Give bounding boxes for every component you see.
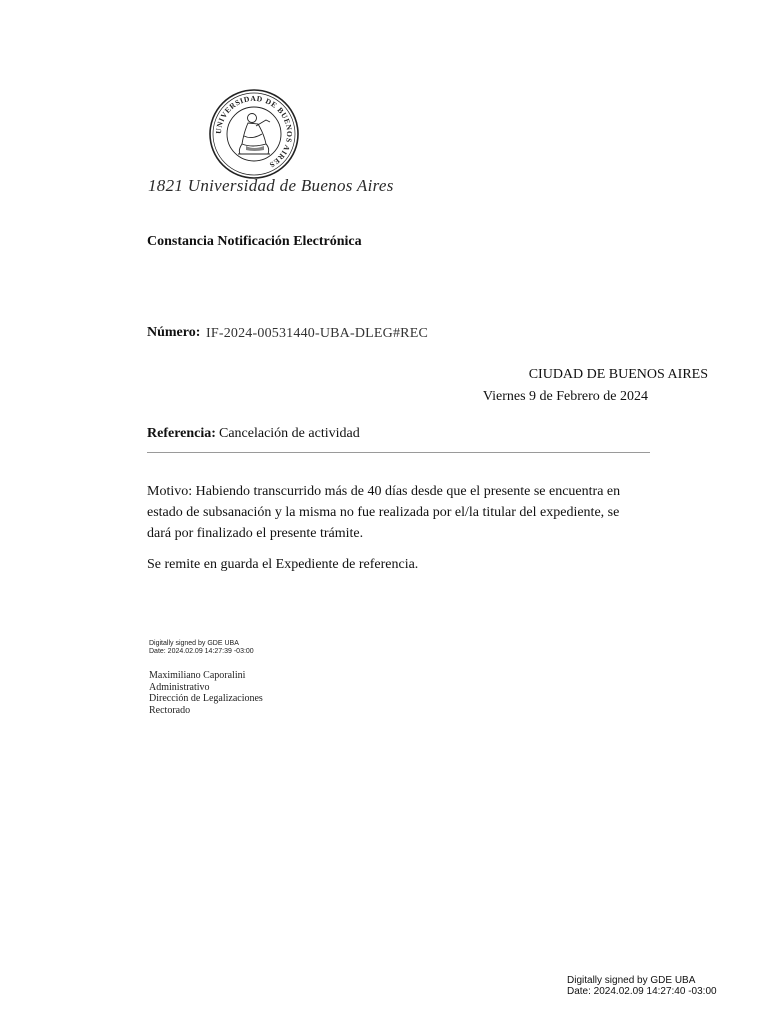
referencia-label: Referencia: <box>147 426 216 441</box>
referencia-divider <box>147 452 650 453</box>
numero-value: IF-2024-00531440-UBA-DLEG#REC <box>206 326 429 341</box>
footer-digital-signature <box>567 976 717 997</box>
signature-signed-by: Digitally signed by GDE UBA <box>149 640 239 647</box>
signer-department: Dirección de Legalizaciones <box>149 693 263 704</box>
uba-seal-logo <box>208 88 300 180</box>
document-date: Viernes 9 de Febrero de 2024 <box>482 389 648 404</box>
digital-signature-stamp <box>149 640 254 655</box>
referencia-value: Cancelación de actividad <box>219 426 360 441</box>
remite-paragraph: Se remite en guarda el Expediente de referencia. <box>147 557 419 572</box>
motivo-paragraph: Motivo: Habiendo transcurrido más de 40 días desde que el presente se encuentra en estado de subsanación y la misma no fue realizada por el/la titular del expediente, se dará por finalizado el presente trámite. <box>147 484 621 541</box>
numero-label: Número: <box>147 325 201 340</box>
seal-text: UNIVERSIDAD DE BUENOS AIRES <box>213 93 295 170</box>
footer-signature-date: Date: 2024.02.09 14:27:40 -03:00 <box>567 985 717 997</box>
signer-office: Rectorado <box>149 704 191 716</box>
signer-role: Administrativo <box>149 681 210 693</box>
uba-wordmark-logo: 1821 Universidad de Buenos Aires <box>148 176 394 195</box>
signer-name: Maximiliano Caporalini <box>149 670 246 681</box>
signer-block <box>149 670 263 716</box>
signature-date: Date: 2024.02.09 14:27:39 -03:00 <box>149 647 254 655</box>
document-title: Constancia Notificación Electrónica <box>147 234 362 249</box>
footer-signed-by: Digitally signed by GDE UBA <box>567 975 696 986</box>
city: CIUDAD DE BUENOS AIRES <box>528 367 708 382</box>
svg-text:UNIVERSIDAD DE BUENOS AIRES <box>214 94 294 170</box>
